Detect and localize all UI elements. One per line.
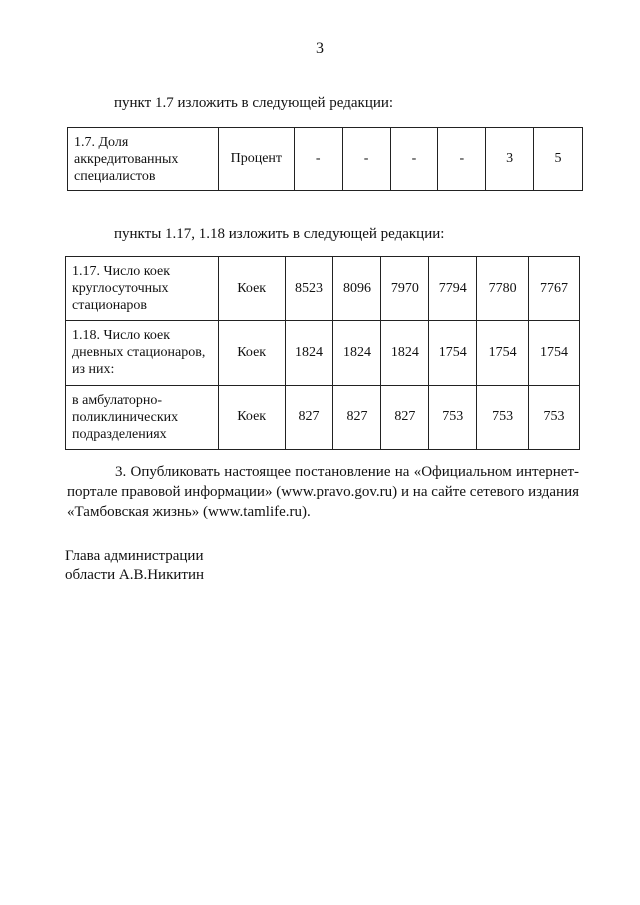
- table-point-1-7: [67, 127, 583, 191]
- indicator-name-line: 1.7. Доля: [74, 134, 129, 150]
- value-cell: 7794: [429, 257, 477, 321]
- value-cell: -: [342, 128, 390, 191]
- indicator-name-cell: [66, 257, 219, 321]
- value-cell: 1754: [477, 321, 529, 385]
- unit-cell: Коек: [218, 321, 285, 385]
- indicator-name-line: подразделениях: [72, 426, 167, 442]
- indicator-name-line: в амбулаторно-: [72, 392, 163, 408]
- table-row: [66, 321, 580, 385]
- table-row: [68, 128, 583, 191]
- indicator-name-line: специалистов: [74, 168, 156, 184]
- intro-points-1-17-1-18: пункты 1.17, 1.18 изложить в следующей редакции:: [114, 226, 445, 242]
- value-cell: -: [390, 128, 438, 191]
- indicator-name-line: из них:: [72, 362, 115, 378]
- value-cell: 1824: [285, 321, 333, 385]
- publication-paragraph: [67, 462, 579, 522]
- publication-text: 3. Опубликовать настоящее постановление на «Официальном интернет-портале правовой информации» (www.pravo.gov.ru) и на сайте сетевого издания «Тамбовская жизнь» (www.tamlife.ru).: [67, 464, 579, 520]
- value-cell: 1754: [529, 321, 580, 385]
- indicator-name-line: дневных стационаров,: [72, 345, 206, 361]
- indicator-name-line: 1.17. Число коек: [72, 264, 171, 280]
- value-cell: -: [294, 128, 342, 191]
- value-cell: 1754: [429, 321, 477, 385]
- signature-block: [65, 547, 204, 585]
- intro-point-1-7: пункт 1.7 изложить в следующей редакции:: [114, 95, 394, 111]
- indicator-name-cell: [66, 321, 219, 385]
- indicator-name-line: поликлинических: [72, 409, 179, 425]
- table-row: [66, 257, 580, 321]
- indicator-name-cell: [68, 128, 219, 191]
- indicator-name-line: аккредитованных: [74, 151, 179, 167]
- indicator-name-line: 1.18. Число коек: [72, 328, 171, 344]
- signature-line: области А.В.Никитин: [65, 567, 205, 583]
- table-row: [66, 385, 580, 449]
- indicator-name-line: стационаров: [72, 298, 148, 314]
- value-cell: 7767: [529, 257, 580, 321]
- value-cell: 753: [529, 385, 580, 449]
- value-cell: 1824: [333, 321, 381, 385]
- value-cell: 753: [429, 385, 477, 449]
- page-number: 3: [316, 40, 324, 57]
- table-points-1-17-1-18: [65, 256, 580, 450]
- unit-cell: Коек: [218, 385, 285, 449]
- value-cell: 8096: [333, 257, 381, 321]
- indicator-name-line: круглосуточных: [72, 281, 169, 297]
- value-cell: 827: [381, 385, 429, 449]
- value-cell: 8523: [285, 257, 333, 321]
- signature-line: Глава администрации: [65, 548, 204, 564]
- value-cell: 5: [534, 128, 583, 191]
- value-cell: 827: [333, 385, 381, 449]
- value-cell: 827: [285, 385, 333, 449]
- value-cell: 3: [486, 128, 534, 191]
- indicator-name-cell: [66, 385, 219, 449]
- value-cell: -: [438, 128, 486, 191]
- unit-cell: Процент: [218, 128, 294, 191]
- value-cell: 7970: [381, 257, 429, 321]
- unit-cell: Коек: [218, 257, 285, 321]
- value-cell: 753: [477, 385, 529, 449]
- value-cell: 7780: [477, 257, 529, 321]
- value-cell: 1824: [381, 321, 429, 385]
